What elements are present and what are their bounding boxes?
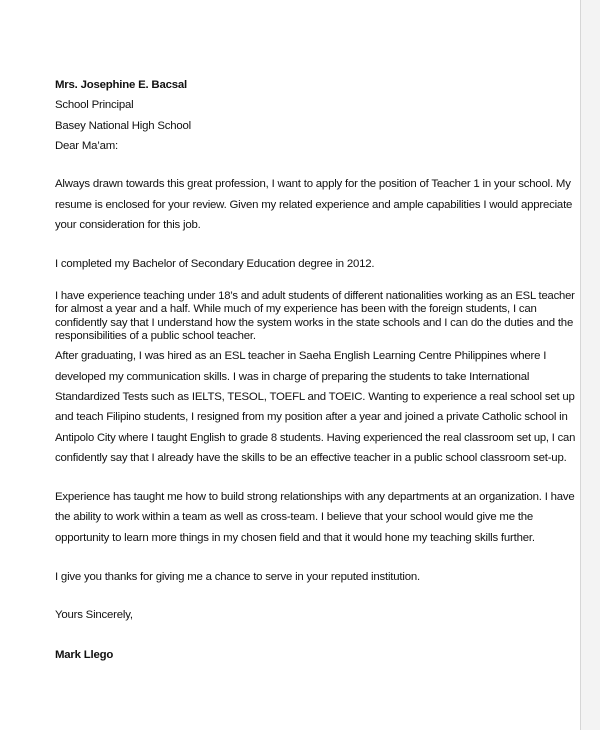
recipient-school: Basey National High School <box>55 120 191 132</box>
paragraph-3-line: for almost a year and a half. While much of my experience has been with the foreign students, I can <box>55 303 537 315</box>
paragraph-2-line: I completed my Bachelor of Secondary Education degree in 2012. <box>55 258 375 270</box>
paragraph-4-line: Antipolo City where I taught English to grade 8 students. Having experienced the real classroom set up, I can <box>55 432 576 444</box>
paragraph-1-line: your consideration for this job. <box>55 219 201 231</box>
paragraph-3-line: I have experience teaching under 18’s and adult students of different nationalities working as an ESL teacher <box>55 290 575 302</box>
paragraph-3-line: responsibilities of a public school teacher. <box>55 330 256 342</box>
recipient-name: Mrs. Josephine E. Bacsal <box>55 79 187 91</box>
paragraph-1-line: resume is enclosed for your review. Given my related experience and ample capabilities I would appreciate <box>55 199 573 211</box>
signature-name: Mark Llego <box>55 649 114 661</box>
paragraph-1-line: Always drawn towards this great profession, I want to apply for the position of Teacher 1 in your school. My <box>55 178 571 190</box>
paragraph-4-line: and teach Filipino students, I resigned from my position after a year and joined a private Catholic school in <box>55 411 568 423</box>
paragraph-6-line: I give you thanks for giving me a chance to serve in your reputed institution. <box>55 571 420 583</box>
paragraph-5-line: Experience has taught me how to build strong relationships with any departments at an organization. I have <box>55 491 575 503</box>
paragraph-4-line: confidently say that I already have the skills to be an effective teacher in a public school classroom set-up. <box>55 452 567 464</box>
closing: Yours Sincerely, <box>55 609 133 621</box>
paragraph-4-line: Standardized Tests such as IELTS, TESOL, TOEFL and TOEIC. Wanting to experience a real school set up <box>55 391 575 403</box>
paragraph-4-line: developed my communication skills. I was in charge of preparing the students to take International <box>55 371 530 383</box>
paragraph-5-line: opportunity to learn more things in my chosen field and that it would hone my teaching skills further. <box>55 532 535 544</box>
paragraph-3-line: confidently say that I understand how the system works in the state schools and I can do the duties and the <box>55 317 574 329</box>
salutation: Dear Ma’am: <box>55 140 118 152</box>
recipient-title: School Principal <box>55 99 134 111</box>
paragraph-5-line: the ability to work within a team as well as cross-team. I believe that your school would give me the <box>55 511 534 523</box>
page-margin <box>581 0 600 730</box>
paragraph-4-line: After graduating, I was hired as an ESL teacher in Saeha English Learning Centre Philippines where I <box>55 350 547 362</box>
